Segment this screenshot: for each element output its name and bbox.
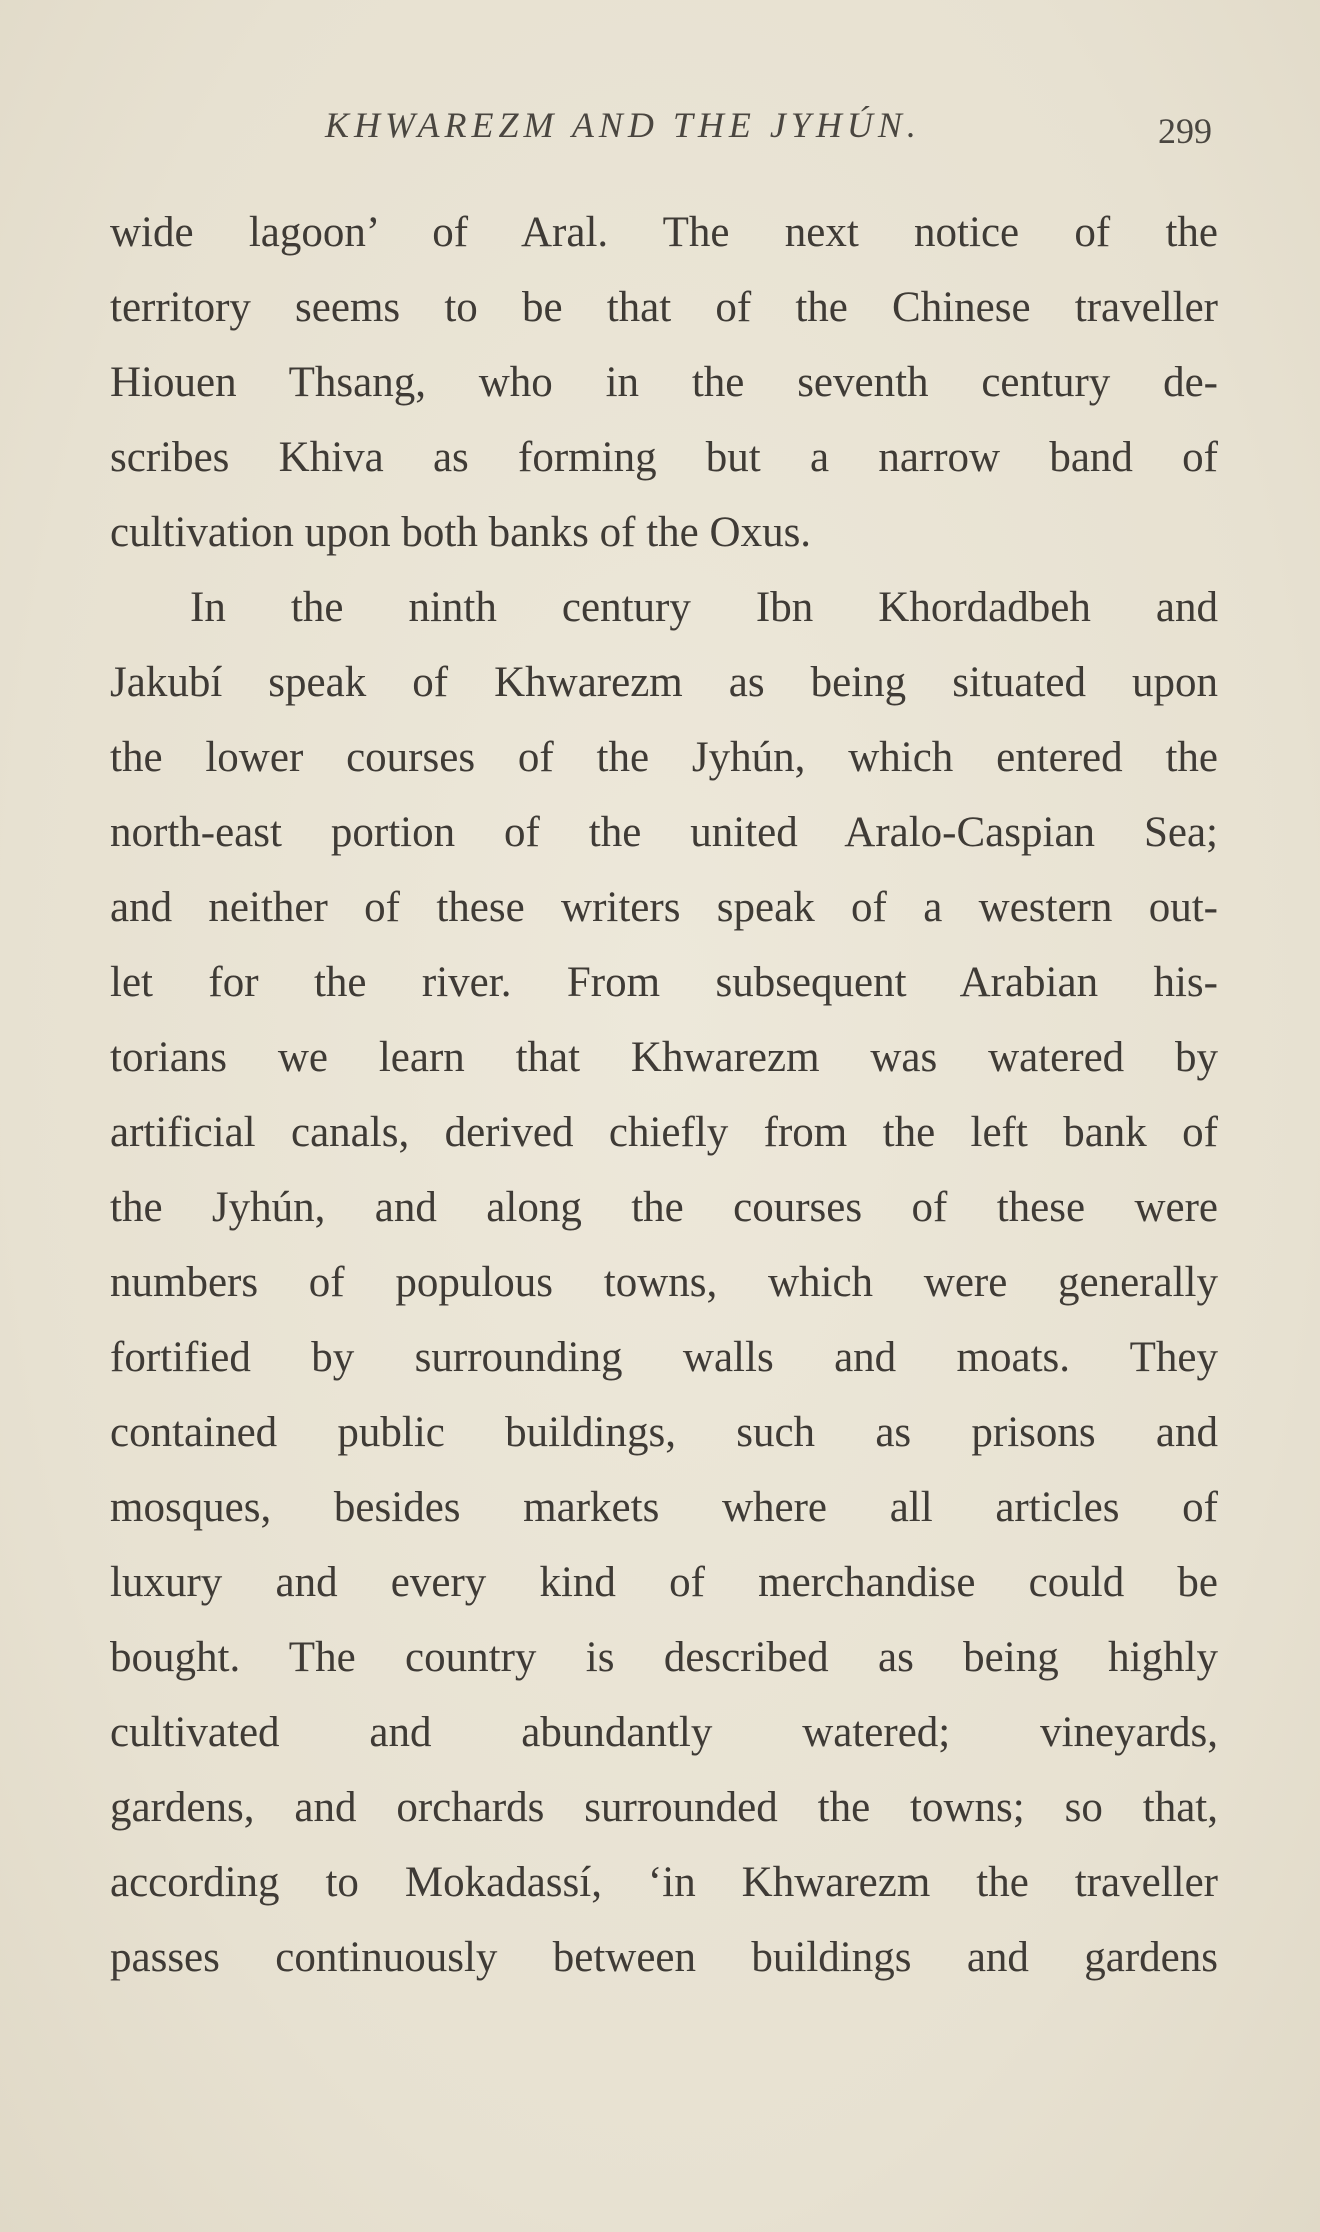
text-line: the Jyhún, and along the courses of these were: [110, 1184, 1218, 1231]
text-line: cultivation upon both banks of the Oxus.: [110, 509, 812, 556]
running-head: KHWAREZM AND THE JYHÚN.: [325, 105, 921, 145]
text-line: gardens, and orchards surrounded the towns; so that,: [110, 1784, 1218, 1831]
text-line: cultivated and abundantly watered; vineyards,: [110, 1709, 1218, 1756]
text-line: the lower courses of the Jyhún, which entered the: [110, 734, 1218, 781]
text-line: wide lagoon’ of Aral. The next notice of the: [110, 209, 1218, 256]
text-line: contained public buildings, such as prisons and: [110, 1409, 1218, 1456]
text-line: bought. The country is described as being highly: [110, 1634, 1218, 1681]
text-line: let for the river. From subsequent Arabian his-: [110, 959, 1218, 1006]
text-line: torians we learn that Khwarezm was watered by: [110, 1034, 1218, 1081]
text-line: north-east portion of the united Aralo-Caspian Sea;: [110, 809, 1218, 856]
text-line: luxury and every kind of merchandise could be: [110, 1559, 1218, 1606]
text-line: mosques, besides markets where all articles of: [110, 1484, 1218, 1531]
body-text: [110, 195, 1218, 1995]
text-line: Jakubí speak of Khwarezm as being situated upon: [110, 659, 1218, 706]
text-line: numbers of populous towns, which were generally: [110, 1259, 1218, 1306]
text-line: scribes Khiva as forming but a narrow band of: [110, 434, 1218, 481]
text-line: according to Mokadassí, ‘in Khwarezm the traveller: [110, 1859, 1218, 1906]
text-line: In the ninth century Ibn Khordadbeh and: [190, 584, 1218, 631]
text-line: passes continuously between buildings and gardens: [110, 1934, 1218, 1981]
text-line: Hiouen Thsang, who in the seventh century de-: [110, 359, 1218, 406]
text-line: territory seems to be that of the Chinese traveller: [110, 284, 1218, 331]
text-line: and neither of these writers speak of a western out-: [110, 884, 1218, 931]
text-line: fortified by surrounding walls and moats. They: [110, 1334, 1218, 1381]
text-line: artificial canals, derived chiefly from the left bank of: [110, 1109, 1218, 1156]
page-number: 299: [1158, 111, 1212, 151]
